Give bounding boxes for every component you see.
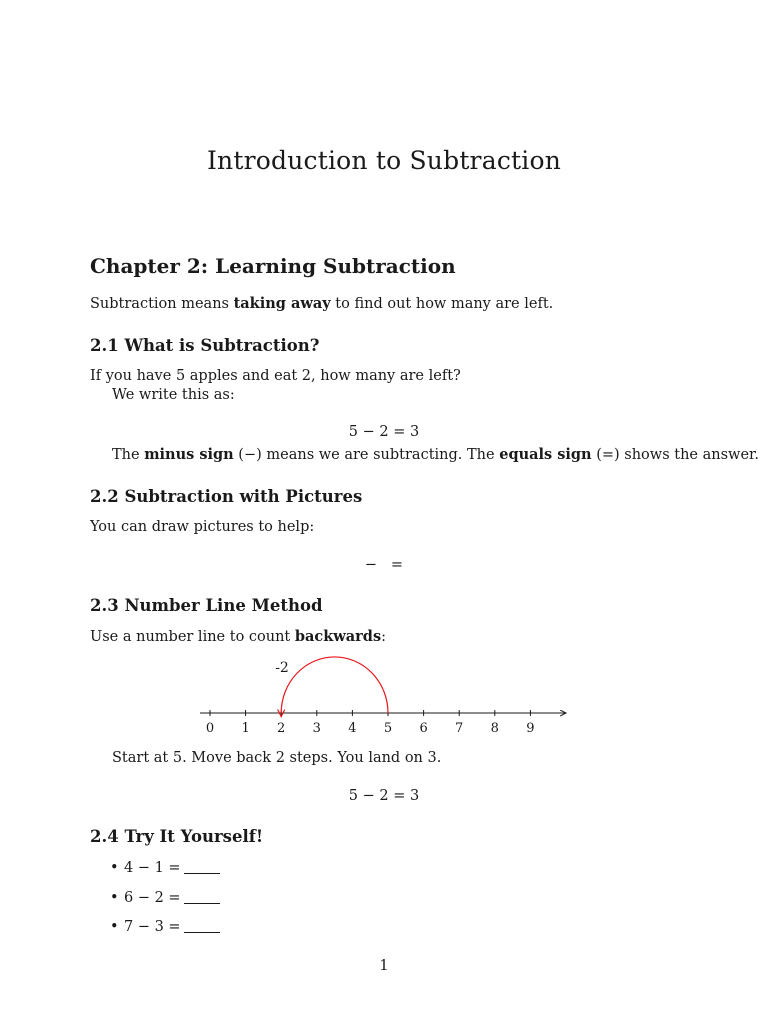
section-2-1-line2: We write this as: [112, 387, 235, 403]
tick-label: 7 [455, 721, 464, 736]
line-text-post: : [381, 629, 386, 645]
equals-sign-term: equals sign [499, 446, 592, 463]
jump-arc [281, 657, 388, 713]
answer-blank[interactable] [184, 859, 220, 874]
tick-label: 5 [383, 721, 393, 736]
exercise-text: 7 − 3 = [124, 919, 181, 935]
bullet-icon: • [110, 890, 119, 906]
intro-text-bold: taking away [233, 295, 331, 312]
minus-sign-term: minus sign [144, 446, 234, 463]
document-title: Introduction to Subtraction [206, 146, 562, 175]
page-number: 1 [379, 958, 389, 974]
tick-label: 6 [419, 721, 428, 736]
bullet-icon: • [110, 919, 119, 935]
desc-part: (−) means we are subtracting. The [233, 447, 500, 463]
exercise-item [110, 859, 220, 876]
arc-label: -2 [275, 660, 289, 676]
tick-label: 3 [312, 721, 321, 736]
tick-label: 8 [490, 721, 499, 736]
section-2-1-heading: 2.1 What is Subtraction? [90, 336, 320, 355]
section-2-3-equation: 5 − 2 = 3 [348, 788, 420, 804]
section-2-1-line1: If you have 5 apples and eat 2, how many are left? [90, 368, 461, 384]
tick-label: 1 [241, 721, 250, 736]
line-text-pre: Use a number line to count [90, 629, 295, 645]
section-2-1-description [112, 446, 759, 464]
tick-label: 0 [205, 721, 215, 736]
intro-text-post: to find out how many are left. [330, 296, 554, 312]
bullet-icon: • [110, 860, 119, 876]
picture-equation: − = [364, 557, 404, 573]
intro-text-pre: Subtraction means [90, 296, 234, 312]
number-line-diagram [190, 640, 590, 750]
backwards-term: backwards [294, 628, 382, 645]
tick-label: 9 [526, 721, 535, 736]
desc-part: (=) shows the answer. [591, 447, 759, 463]
exercise-text: 6 − 2 = [124, 890, 181, 906]
section-2-4-heading: 2.4 Try It Yourself! [90, 827, 264, 846]
answer-blank[interactable] [184, 918, 220, 933]
desc-part: The [112, 447, 145, 463]
section-2-2-heading: 2.2 Subtraction with Pictures [90, 487, 363, 506]
chapter-heading: Chapter 2: Learning Subtraction [90, 254, 456, 278]
exercise-text: 4 − 1 = [124, 860, 181, 876]
exercise-item [110, 889, 220, 906]
tick-label: 4 [348, 721, 357, 736]
section-2-2-line1: You can draw pictures to help: [90, 519, 315, 535]
section-2-3-heading: 2.3 Number Line Method [90, 596, 323, 615]
intro-paragraph [90, 295, 553, 313]
exercise-item [110, 918, 220, 935]
section-2-3-description: Start at 5. Move back 2 steps. You land on 3. [112, 750, 442, 766]
answer-blank[interactable] [184, 889, 220, 904]
section-2-1-equation: 5 − 2 = 3 [348, 424, 420, 440]
tick-label: 2 [277, 721, 286, 736]
